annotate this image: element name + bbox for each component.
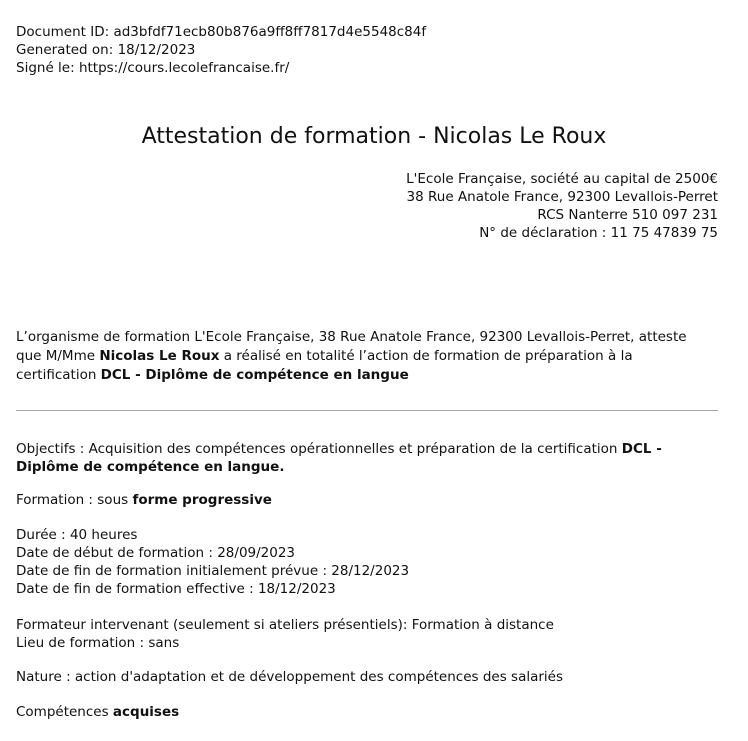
training-location: Lieu de formation : sans	[16, 635, 180, 651]
organization-address-line: 38 Rue Anatole France, 92300 Levallois-Perret	[406, 189, 718, 205]
page-title: Attestation de formation - Nicolas Le Roux	[141, 124, 607, 149]
organization-address	[406, 170, 718, 242]
dates-block	[16, 526, 409, 598]
trainer-block	[16, 616, 554, 652]
document-id: Document ID: ad3bfdf71ecb80b876a9ff8ff7817d4e5548c84f	[16, 24, 427, 40]
nature: Nature : action d'adaptation et de développement des compétences des salariés	[16, 669, 564, 685]
skills-status	[16, 703, 179, 721]
duration: Durée : 40 heures	[16, 527, 138, 543]
actual-end-date: Date de fin de formation effective : 18/12/2023	[16, 581, 336, 597]
start-date: Date de début de formation : 28/09/2023	[16, 545, 296, 561]
organization-declaration: N° de déclaration : 11 75 47839 75	[479, 225, 718, 241]
trainee-name: Nicolas Le Roux	[99, 348, 220, 364]
objectives-text: Objectifs : Acquisition des compétences opérationnelles et préparation de la certification	[16, 441, 622, 457]
document-metadata	[16, 23, 426, 77]
formation-mode	[16, 491, 272, 509]
planned-end-date: Date de fin de formation initialement prévue : 28/12/2023	[16, 563, 410, 579]
certification-name: DCL - Diplôme de compétence en langue	[100, 367, 409, 383]
attestation-paragraph	[16, 328, 716, 385]
objectives-certification: DCL - Diplôme de compétence en langue.	[16, 441, 662, 475]
organization-capital: L'Ecole Française, société au capital de 2500€	[406, 171, 718, 187]
trainer: Formateur intervenant (seulement si ateliers présentiels): Formation à distance	[16, 617, 554, 633]
generated-date: Generated on: 18/12/2023	[16, 42, 196, 58]
formation-label: Formation : sous	[16, 492, 133, 508]
objectives-paragraph	[16, 440, 721, 476]
organization-rcs: RCS Nanterre 510 097 231	[537, 207, 718, 223]
signed-url: Signé le: https://cours.lecolefrancaise.fr/	[16, 60, 290, 76]
section-divider	[16, 410, 718, 411]
skills-label: Compétences	[16, 704, 113, 720]
skills-value: acquises	[112, 704, 180, 720]
intro-text-continued: a réalisé en totalité l’action de formation de préparation à la certification	[16, 348, 633, 383]
formation-mode-value: forme progressive	[132, 492, 272, 508]
intro-text: L’organisme de formation L'Ecole Française, 38 Rue Anatole France, 92300 Levallois-Perret, atteste que M/Mme	[16, 329, 687, 364]
